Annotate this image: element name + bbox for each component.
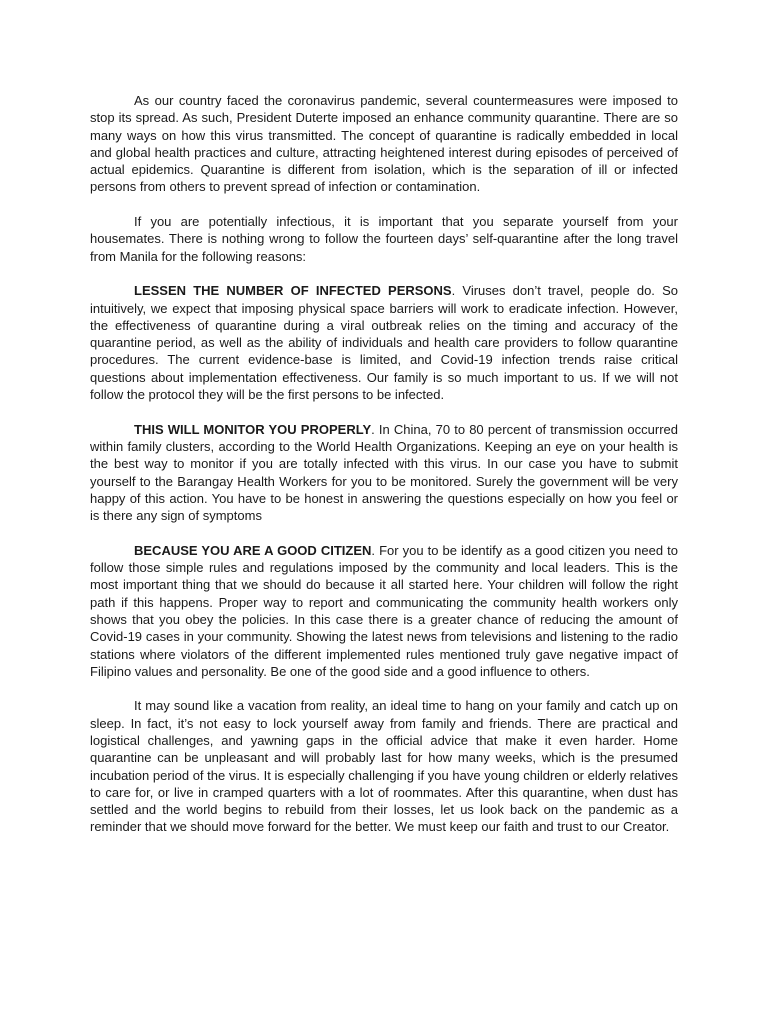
paragraph-text: As our country faced the coronavirus pandemic, several countermeasures were imposed to stop its spread. As such, President Duterte imposed an enhance community quarantine. There are so many ways on how this virus transmitted. The concept of quarantine is radically embedded in local and global health practices and culture, attracting heightened interest during episodes of perceived of actual epidemics. Quarantine is different from isolation, which is the separation of ill or infected persons from others to prevent spread of infection or contamination.: [90, 93, 678, 195]
paragraph-intro: [90, 92, 678, 196]
paragraph-text: . Viruses don’t travel, people do. So intuitively, we expect that imposing physical space barriers will work to eradicate infection. However, the effectiveness of quarantine during a viral outbreak relies on the timing and accuracy of the quarantine period, as well as the ability of individuals and health care providers to follow quarantine procedures. The current evidence-base is limited, and Covid-19 infection trends raise critical questions about implementation effectiveness. Our family is so much important to us. If we will not follow the protocol they will be the first persons to be infected.: [90, 283, 679, 403]
paragraph-heading: BECAUSE YOU ARE A GOOD CITIZEN: [134, 542, 372, 558]
document-page: [90, 92, 678, 836]
paragraph-text: It may sound like a vacation from reality, an ideal time to hang on your family and catch up on sleep. In fact, it’s not easy to lock yourself away from family and friends. There are practical and logistical challenges, and yawning gaps in the official advice that make it even harder. Home quarantine can be unpleasant and will probably last for how many weeks, which is the presumed incubation period of the virus. It is especially challenging if you have young children or elderly relatives to care for, or live in cramped quarters with a lot of roommates. After this quarantine, when dust has settled and the world begins to rebuild from their losses, let us look back on the pandemic as a reminder that we should move forward for the better. We must keep our faith and trust to our Creator.: [90, 698, 678, 835]
paragraph-good-citizen: [90, 542, 678, 680]
paragraph-text: If you are potentially infectious, it is important that you separate yourself from your housemates. There is nothing wrong to follow the fourteen days’ self-quarantine after the long travel from Manila for the following reasons:: [90, 214, 678, 264]
paragraph-heading: THIS WILL MONITOR YOU PROPERLY: [134, 421, 372, 437]
paragraph-lessen-infected: [90, 282, 678, 403]
paragraph-text: . For you to be identify as a good citizen you need to follow those simple rules and regulations imposed by the community and local leaders. This is the most important thing that we should do because it all started here. Your children will follow the right path if this happens. Proper way to report and communicating the community health workers only shows that you obey the policies. In this case there is a greater chance of reducing the amount of Covid-19 cases in your community. Showing the latest news from televisions and listening to the radio stations where violators of the different implemented rules mentioned truly gave negative impact of Filipino values and personality. Be one of the good side and a good influence to others.: [90, 542, 678, 679]
paragraph-text: . In China, 70 to 80 percent of transmission occurred within family clusters, according to the World Health Organizations. Keeping an eye on your health is the best way to monitor if you are totally infected with this virus. In our case you have to submit yourself to the Barangay Health Workers for you to be monitored. Surely the government will be very happy of this action. You have to be honest in answering the questions especially on how you feel or is there any sign of symptoms: [90, 421, 679, 524]
paragraph-heading: LESSEN THE NUMBER OF INFECTED PERSONS: [134, 283, 452, 299]
paragraph-reasons-intro: [90, 213, 678, 265]
paragraph-monitor-properly: [90, 421, 678, 525]
paragraph-conclusion: [90, 697, 678, 835]
